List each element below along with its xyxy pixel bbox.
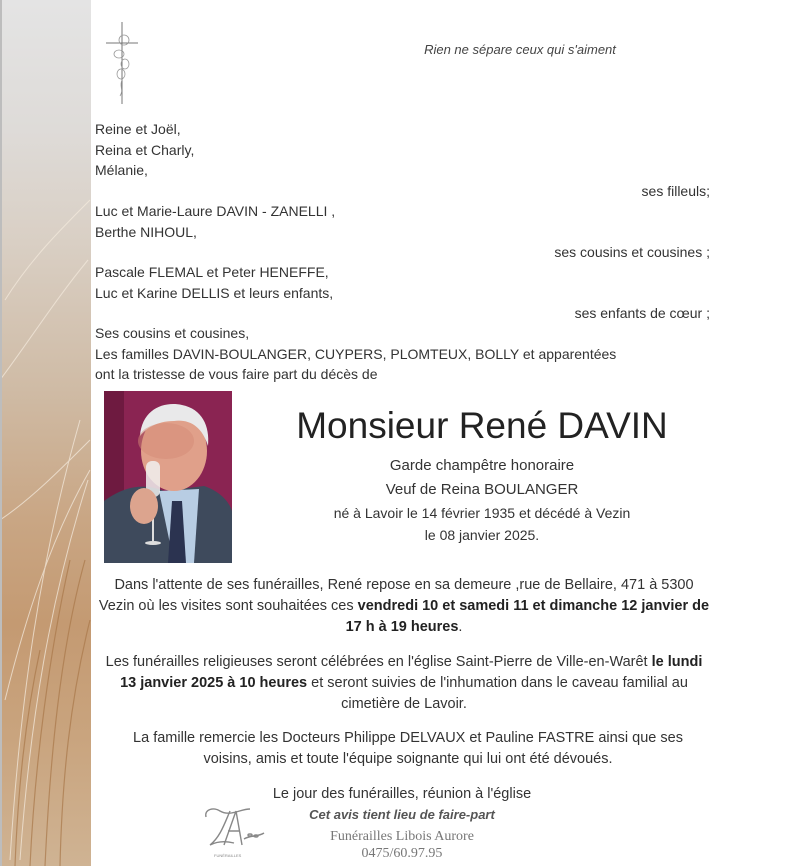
logo-text: FUNÉRAILLES (214, 853, 242, 858)
widower-line: Veuf de Reina BOULANGER (385, 481, 579, 498)
portrait-photo (104, 391, 232, 563)
funeral-home-phone: 0475/60.97.95 (361, 846, 443, 861)
cross-with-roses-icon (104, 20, 140, 106)
family-line: Ses cousins et cousines, (95, 325, 250, 341)
funeral-date: le lundi 13 janvier 2025 à 10 heures (120, 654, 703, 691)
family-line: Les familles DAVIN-BOULANGER, CUYPERS, PLOMTEUX, BOLLY et apparentées (95, 346, 617, 362)
motto: Rien ne sépare ceux qui s'aiment (424, 42, 616, 57)
funeral-home-name: Funérailles Libois Aurore (330, 829, 474, 844)
family-line: Reine et Joël, (95, 121, 181, 137)
strip-border (0, 0, 2, 866)
relation-label: ses enfants de cœur ; (574, 305, 710, 321)
family-line: Luc et Marie-Laure DAVIN - ZANELLI , (95, 203, 336, 219)
decorative-grass-strip (0, 0, 91, 866)
family-line: Mélanie, (95, 162, 148, 178)
deceased-title: Garde champêtre honoraire (389, 457, 575, 474)
family-line: Berthe NIHOUL, (95, 224, 197, 240)
death-date: le 08 janvier 2025. (424, 527, 540, 543)
birth-death-line: né à Lavoir le 14 février 1935 et décédé à Vezin (333, 505, 631, 521)
relation-label: ses cousins et cousines ; (554, 244, 710, 260)
relation-label: ses filleuls; (641, 183, 710, 199)
meeting-line: Le jour des funérailles, réunion à l'église (272, 786, 532, 802)
family-line: Reina et Charly, (95, 142, 195, 158)
visits-paragraph: Dans l'attente de ses funérailles, René repose en sa demeure ,rue de Bellaire, 471 à 5300 Vezin où les visites sont souhaitées ces vendredi 10 et samedi 11 et dimanche 12 janvier de 17 h à 19 heures. (98, 577, 710, 635)
family-line: ont la tristesse de vous faire part du décès de (95, 366, 378, 382)
funeral-home-logo (200, 805, 268, 861)
family-line: Pascale FLEMAL et Peter HENEFFE, (95, 264, 329, 280)
thanks-paragraph: La famille remercie les Docteurs Philippe DELVAUX et Pauline FASTRE ainsi que ses voisins, amis et toute l'équipe soignante qui lui ont été dévoués. (133, 730, 683, 767)
visits-schedule: vendredi 10 et samedi 11 et dimanche 12 janvier de 17 h à 19 heures (345, 598, 710, 635)
grass-illustration (0, 0, 91, 866)
deceased-name: Monsieur René DAVIN (296, 405, 668, 446)
funeral-paragraph: Les funérailles religieuses seront célébrées en l'église Saint-Pierre de Ville-en-Warêt le lundi 13 janvier 2025 à 10 heures et seront suivies de l'inhumation dans le caveau familial au cimetière de Lavoir. (105, 654, 703, 712)
notice-line: Cet avis tient lieu de faire-part (309, 807, 495, 822)
family-line: Luc et Karine DELLIS et leurs enfants, (95, 285, 334, 301)
